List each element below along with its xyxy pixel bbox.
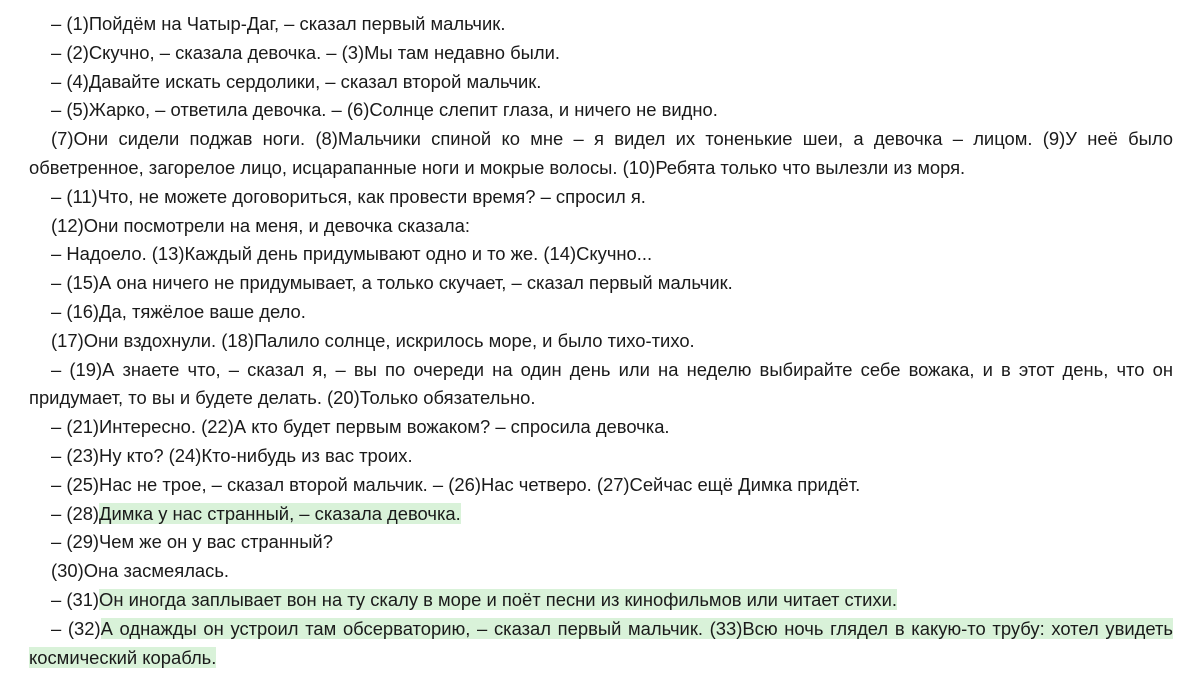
paragraph <box>29 183 1173 212</box>
text-segment: – Надоело. (13)Каждый день придумывают одно и то же. (14)Скучно... <box>51 243 653 265</box>
text-segment: – (16)Да, тяжёлое ваше дело. <box>51 300 306 322</box>
text-segment: (12)Они посмотрели на меня, и девочка сказала: <box>51 214 470 236</box>
text-segment: – (31) <box>51 588 100 610</box>
paragraph <box>29 298 1173 327</box>
paragraph <box>29 39 1173 68</box>
paragraph <box>29 10 1173 39</box>
paragraph <box>29 125 1173 183</box>
text-segment: (30)Она засмеялась. <box>51 560 230 582</box>
text-segment: – (25)Нас не трое, – сказал второй мальчик. – (26)Нас четверо. (27)Сейчас ещё Димка придёт. <box>51 473 861 495</box>
paragraph <box>29 96 1173 125</box>
highlighted-text: Димка у нас странный, – сказала девочка. <box>99 502 461 524</box>
highlighted-text: А однажды он устроил там обсерваторию, – сказал первый мальчик. (33)Всю ночь глядел в какую-то трубу: хотел увидеть космический корабль. <box>29 617 1173 668</box>
paragraph <box>29 413 1173 442</box>
text-segment: – (2)Скучно, – сказала девочка. – (3)Мы там недавно были. <box>51 41 561 63</box>
text-segment: – (28) <box>51 502 100 524</box>
paragraph <box>29 471 1173 500</box>
text-segment: – (4)Давайте искать сердолики, – сказал второй мальчик. <box>51 70 542 92</box>
paragraph <box>29 442 1173 471</box>
text-segment: – (1)Пойдём на Чатыр-Даг, – сказал первый мальчик. <box>51 13 506 34</box>
text-segment: – (21)Интересно. (22)А кто будет первым вожаком? – спросила девочка. <box>51 416 670 438</box>
paragraph <box>29 327 1173 356</box>
highlighted-text: Он иногда заплывает вон на ту скалу в море и поёт песни из кинофильмов или читает стихи. <box>99 588 897 610</box>
text-segment: – (15)А она ничего не придумывает, а только скучает, – сказал первый мальчик. <box>51 272 733 294</box>
paragraph <box>29 557 1173 586</box>
text-segment: – (32) <box>51 617 101 639</box>
paragraph <box>29 240 1173 269</box>
paragraph <box>29 356 1173 414</box>
document-text <box>29 10 1173 672</box>
paragraph <box>29 500 1173 529</box>
paragraph <box>29 615 1173 673</box>
paragraph <box>29 586 1173 615</box>
text-segment: (17)Они вздохнули. (18)Палило солнце, искрилось море, и было тихо-тихо. <box>51 329 695 351</box>
text-segment: (7)Они сидели поджав ноги. (8)Мальчики спиной ко мне – я видел их тоненькие шеи, а девочка – лицом. (9)У неё было обветренное, загорелое лицо, исцарапанные ноги и мокрые волосы. (10)Ребята только что вылезли из моря. <box>29 128 1173 178</box>
paragraph <box>29 269 1173 298</box>
paragraph <box>29 528 1173 557</box>
paragraph <box>29 212 1173 241</box>
text-segment: – (23)Ну кто? (24)Кто-нибудь из вас троих. <box>51 444 413 466</box>
paragraph <box>29 68 1173 97</box>
text-segment: – (11)Что, не можете договориться, как провести время? – спросил я. <box>51 185 646 207</box>
text-segment: – (5)Жарко, – ответила девочка. – (6)Солнце слепит глаза, и ничего не видно. <box>51 99 718 121</box>
text-segment: – (19)А знаете что, – сказал я, – вы по очереди на один день или на неделю выбирайте себе вожака, и в этот день, что он придумает, то вы и будете делать. (20)Только обязательно. <box>29 358 1173 409</box>
text-segment: – (29)Чем же он у вас странный? <box>51 531 333 553</box>
